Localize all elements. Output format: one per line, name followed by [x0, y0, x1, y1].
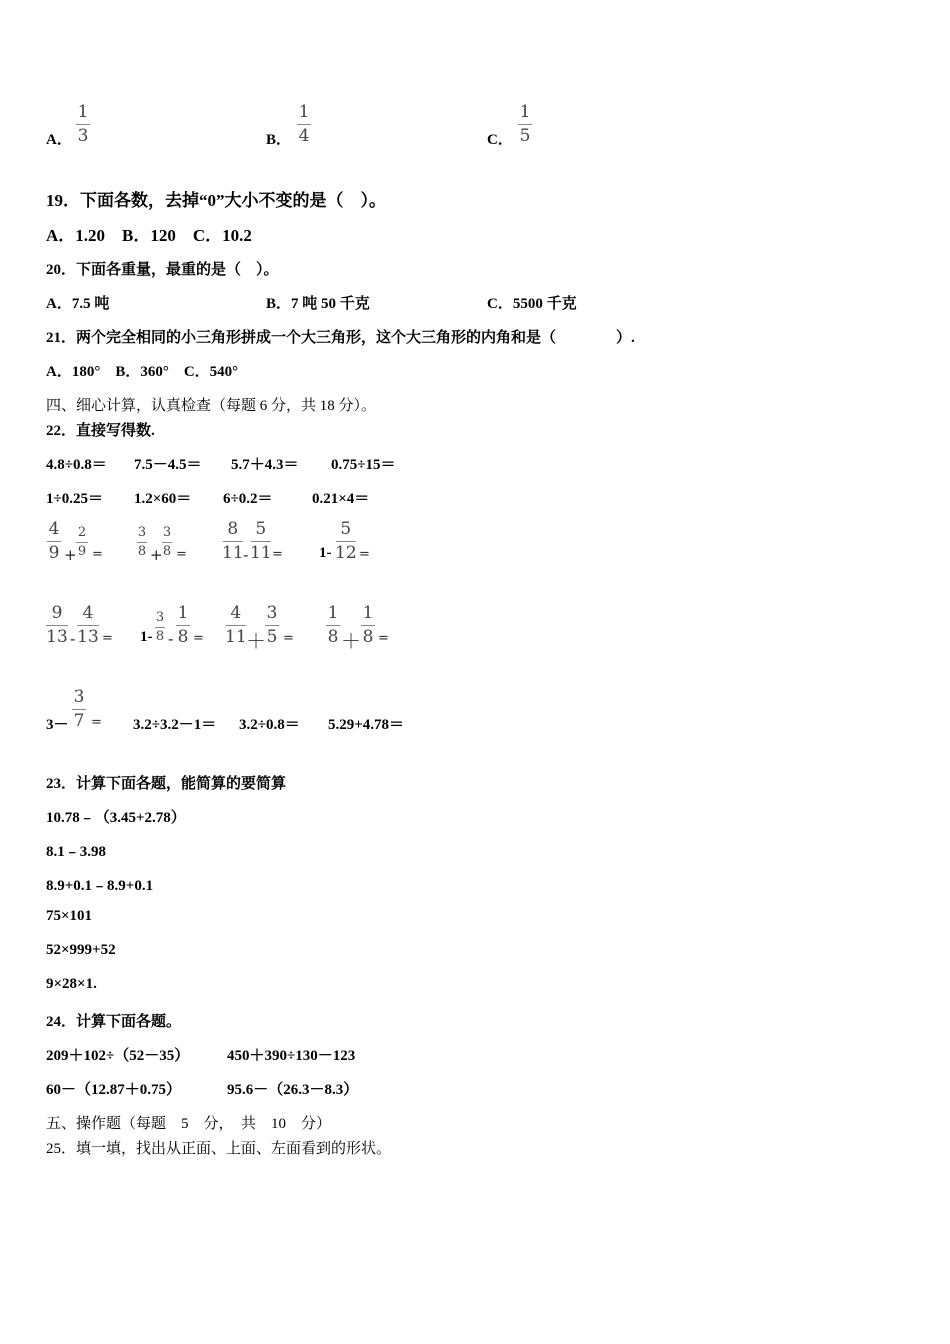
q24-item-2: 450＋390÷130－123 — [227, 1048, 356, 1064]
equals-sign: = — [91, 715, 102, 730]
q20-question: 20．下面各重量，最重的是（ ）。 — [46, 262, 279, 278]
q23-item-2: 8.1﹣3.98 — [46, 844, 107, 860]
q23-item-6: 9×28×1. — [46, 976, 97, 992]
q24-item-3: 60－（12.87＋0.75） — [46, 1082, 182, 1098]
minus-sign: - — [243, 546, 249, 564]
option-c-letter: C． — [487, 132, 513, 148]
fraction: 1 8 — [327, 603, 339, 647]
equals-sign: = — [378, 631, 389, 646]
calc-r1-2: 7.5－4.5＝ — [134, 457, 202, 473]
q19-question: 19．下面各数，去掉“0”大小不变的是（ ）。 — [46, 191, 386, 210]
fraction: 9 13 — [46, 603, 68, 647]
minus-sign: - — [168, 630, 174, 648]
option-a-letter: A． — [46, 132, 72, 148]
fraction: 1 8 — [362, 603, 374, 647]
q24-item-1: 209＋102÷（52－35） — [46, 1048, 190, 1064]
q20-option-c: C．5500 千克 — [487, 296, 577, 312]
option-c-fraction: 1 5 — [519, 102, 531, 146]
q21-options: A．180° B．360° C．540° — [46, 364, 239, 380]
q22-title: 22．直接写得数. — [46, 423, 155, 439]
section5-title: 五、操作题（每题 5 分， 共 10 分） — [46, 1116, 332, 1132]
fraction: 3 8 — [155, 610, 165, 644]
one-minus: 1- — [319, 545, 332, 561]
fraction: 3 8 — [137, 525, 147, 559]
calc-r2-1: 1÷0.25＝ — [46, 491, 103, 507]
minus-sign: - — [70, 630, 76, 648]
calc-r1-1: 4.8÷0.8＝ — [46, 457, 107, 473]
equals-sign: = — [283, 631, 294, 646]
three-minus: 3－ — [46, 717, 69, 733]
equals-sign: = — [193, 631, 204, 646]
fraction: 3 8 — [162, 525, 172, 559]
q23-item-5: 52×999+52 — [46, 942, 116, 958]
equals-sign: = — [359, 547, 370, 562]
fraction: 2 9 — [77, 525, 87, 559]
equals-sign: = — [92, 547, 103, 562]
q23-item-4: 75×101 — [46, 908, 93, 924]
calc-r2-4: 0.21×4＝ — [312, 491, 370, 507]
q23-title: 23．计算下面各题，能简算的要简算 — [46, 776, 287, 792]
calc-r1-4: 0.75÷15＝ — [331, 457, 396, 473]
calc-r5-3: 3.2÷0.8＝ — [239, 717, 300, 733]
plus-sign: ＋ — [246, 629, 266, 653]
plus-sign: + — [64, 546, 77, 564]
fraction: 4 11 — [225, 603, 247, 647]
option-b-letter: B． — [266, 132, 292, 148]
fraction: 4 9 — [48, 519, 60, 563]
q24-title: 24．计算下面各题。 — [46, 1014, 182, 1030]
fraction: 5 11 — [250, 519, 272, 563]
fraction: 3 5 — [266, 603, 278, 647]
section4-title: 四、细心计算，认真检查（每题 6 分，共 18 分）。 — [46, 398, 377, 414]
q20-option-a: A．7.5 吨 — [46, 296, 110, 312]
calc-r5-2: 3.2÷3.2－1＝ — [133, 717, 217, 733]
q23-item-1: 10.78﹣（3.45+2.78） — [46, 810, 186, 826]
q19-options: A．1.20 B．120 C．10.2 — [46, 226, 252, 245]
calc-r1-3: 5.7＋4.3＝ — [231, 457, 299, 473]
equals-sign: = — [272, 547, 283, 562]
equals-sign: = — [102, 631, 113, 646]
q23-item-3: 8.9+0.1﹣8.9+0.1 — [46, 878, 154, 894]
calc-r5-4: 5.29+4.78＝ — [328, 717, 405, 733]
option-a-fraction: 1 3 — [77, 102, 89, 146]
calc-r2-3: 6÷0.2＝ — [223, 491, 273, 507]
fraction: 5 12 — [335, 519, 357, 563]
calc-r2-2: 1.2×60＝ — [134, 491, 192, 507]
equals-sign: = — [176, 547, 187, 562]
plus-sign: + — [150, 546, 163, 564]
fraction: 3 7 — [73, 687, 85, 731]
plus-sign: ＋ — [341, 629, 361, 653]
fraction: 4 13 — [77, 603, 99, 647]
q20-option-b: B．7 吨 50 千克 — [266, 296, 370, 312]
option-b-fraction: 1 4 — [298, 102, 310, 146]
q21-question: 21．两个完全相同的小三角形拼成一个大三角形，这个大三角形的内角和是（ ）. — [46, 330, 635, 346]
q24-item-4: 95.6－（26.3－8.3） — [227, 1082, 359, 1098]
q25-title: 25．填一填，找出从正面、上面、左面看到的形状。 — [46, 1141, 392, 1157]
one-minus: 1- — [140, 629, 153, 645]
fraction: 1 8 — [177, 603, 189, 647]
fraction: 8 11 — [222, 519, 244, 563]
